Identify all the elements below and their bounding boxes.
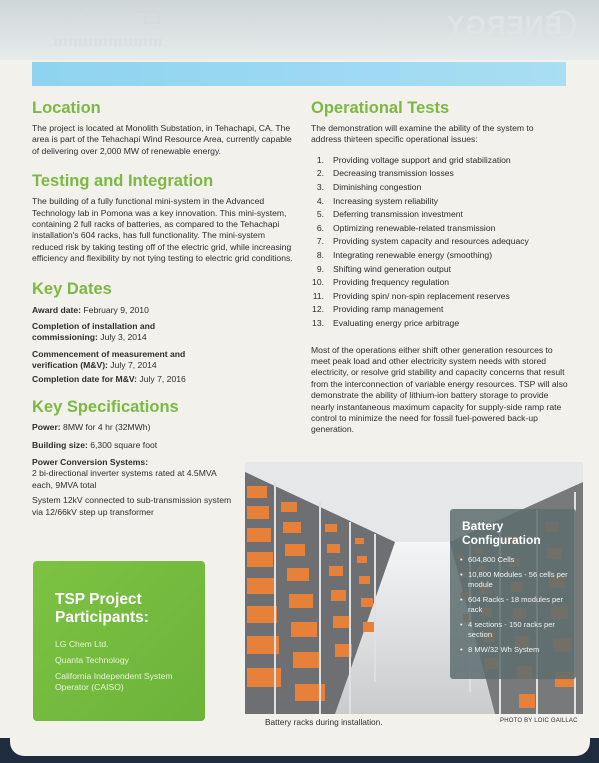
tsp-participants-box — [33, 561, 205, 721]
edison-logo: EDISON — [67, 8, 164, 33]
list-item-text: Integrating renewable energy (smoothing) — [333, 249, 493, 260]
operational-intro: The demonstration will examine the ability of the system to address thirteen specific operational issues: — [311, 123, 534, 145]
list-item-text: Decreasing transmission losses — [333, 168, 454, 179]
key-date-label: Commencement of measurement and verification (M&V): — [32, 348, 186, 371]
battery-config-title-line: Battery — [462, 519, 504, 533]
spec-pcs-text: 2 bi-directional inverter systems rated at 4.5MVA each, 9MVA total — [32, 468, 217, 490]
key-date-item — [32, 321, 212, 344]
tsp-participant: Quanta Technology — [55, 655, 129, 665]
energy-logo: ENERGY — [446, 10, 562, 40]
key-date-value: July 3, 2014 — [97, 332, 147, 343]
battery-config-title-line: Configuration — [462, 533, 541, 547]
photo-caption: Battery racks during installation. — [265, 717, 383, 727]
list-item: • 604 Racks - 18 modules per rack — [460, 595, 572, 615]
spec-size — [32, 440, 294, 451]
location-heading: Location — [32, 99, 101, 117]
tsp-title-line: TSP Project — [55, 591, 142, 608]
list-item — [311, 263, 573, 277]
key-dates-heading: Key Dates — [32, 279, 112, 298]
bottom-border — [0, 738, 599, 763]
left-column — [32, 98, 294, 518]
list-item-text: Shifting wind generation output — [333, 263, 452, 274]
list-item-text: Diminishing congestion — [333, 182, 422, 192]
battery-configuration-box — [450, 509, 576, 679]
list-item: • 10,800 Modules - 56 cells per module — [460, 570, 572, 590]
key-date-item — [32, 305, 232, 316]
list-item-number: 6. — [316, 222, 324, 233]
list-item-text: Providing ramp management — [333, 304, 444, 315]
list-item — [311, 181, 573, 195]
list-item-text: Evaluating energy price arbitrage — [333, 317, 460, 328]
testing-heading: Testing and Integration — [32, 172, 214, 191]
list-item-number: 3. — [316, 182, 324, 192]
photo-credit: PHOTO BY LOIC GAILLAC — [500, 718, 578, 724]
edison-logo-subtext — [54, 38, 164, 46]
list-item: • 4 sections - 150 racks per section — [460, 620, 572, 640]
tsp-participant-list — [55, 639, 205, 698]
right-column — [311, 98, 573, 436]
list-item-number: 11. — [312, 290, 324, 301]
key-date-label: Completion of installation and commissioning: — [32, 321, 156, 343]
key-date-item — [32, 374, 232, 385]
tsp-title — [55, 591, 149, 627]
list-item-number: 9. — [316, 263, 324, 274]
spec-power — [32, 422, 294, 433]
list-item-text: Providing system capacity and resources adequacy — [333, 236, 529, 247]
list-item — [311, 235, 573, 249]
list-item-number: 10. — [312, 277, 324, 288]
tsp-participant: LG Chem Ltd. — [55, 639, 109, 649]
tsp-participant: California Independent System Operator (CAISO) — [55, 671, 173, 692]
list-item-number: 7. — [316, 236, 324, 247]
list-item-number: 4. — [316, 195, 324, 206]
spec-pcs — [32, 457, 222, 491]
key-date-value: July 7, 2014 — [107, 360, 157, 371]
spec-size-label: Building size: — [32, 439, 88, 450]
key-date-item — [32, 349, 212, 372]
list-item — [311, 317, 573, 331]
list-item-text: Providing spin/ non-spin replacement reserves — [333, 290, 510, 301]
battery-config-title — [462, 519, 541, 547]
list-item-text: Providing frequency regulation — [333, 277, 450, 288]
tsp-title-line: Participants: — [55, 609, 149, 626]
spec-pcs-label: Power Conversion Systems: — [32, 456, 149, 467]
key-date-value: July 7, 2016 — [137, 373, 186, 384]
blue-banner — [32, 62, 566, 86]
list-item — [311, 167, 573, 181]
list-item-text: Increasing system reliability — [333, 195, 439, 206]
list-item-number: 13. — [312, 317, 324, 328]
list-item — [311, 249, 573, 263]
key-specs-heading: Key Specifications — [32, 398, 179, 417]
spec-power-value: 8MW for 4 hr (32MWh) — [60, 422, 151, 433]
key-date-value: February 9, 2010 — [81, 304, 149, 315]
battery-config-list — [460, 555, 572, 660]
operational-summary: Most of the operations either shift other generation resources to meet peak load and other electricity system needs with stored electricity, or resolve grid stability and capacity concerns that result from the interconnection of variable energy resources. TSP will also demonstrate the ability of lithium-ion battery storage to provide nearly instantaneous maximum capacity for supply-side ramp rate control to minimize the need for fossil fuel-powered back-up generation. — [311, 344, 568, 435]
energy-logo-mark — [546, 10, 576, 40]
list-item: • 604,800 Cells — [460, 555, 572, 565]
spec-size-value: 6,300 square foot — [87, 439, 158, 450]
spec-system: System 12kV connected to sub-transmission system via 12/66kV step up transformer — [32, 495, 232, 517]
operational-issue-list — [311, 154, 573, 331]
list-item-number: 12. — [312, 304, 324, 315]
location-text: The project is located at Monolith Substation, in Tehachapi, CA. The area is part of the Tehachapi Wind Resource Area, currently capable of delivering over 2,000 MW of renewable energy. — [32, 123, 292, 156]
list-item — [311, 290, 573, 304]
key-date-label: Completion date for M&V: — [32, 373, 138, 384]
key-date-label: Award date: — [32, 304, 82, 315]
list-item-text: Optimizing renewable-related transmission — [333, 222, 496, 233]
list-item-text: Providing voltage support and grid stabilization — [333, 154, 511, 165]
list-item-number: 8. — [316, 249, 324, 260]
list-item — [311, 208, 573, 222]
list-item — [311, 195, 573, 209]
list-item-number: 1. — [316, 154, 324, 165]
list-item — [311, 276, 573, 290]
edison-logo-mark — [144, 8, 160, 24]
list-item: • 8 MW/32 Wh System — [460, 645, 572, 655]
list-item — [311, 303, 573, 317]
spec-power-label: Power: — [32, 422, 61, 433]
operational-heading: Operational Tests — [311, 99, 450, 117]
list-item-number: 5. — [316, 209, 324, 220]
header-band — [0, 0, 599, 60]
testing-text: The building of a fully functional mini-system in the Advanced Technology lab in Pomona was a key innovation. This mini-system, containing 2 full racks of batteries, as compared to the Tehachapi installation's 604 racks, has full functionality. The mini-system reduced risk by taking testing off of the electric grid, while increasing efficiency and flexibility by not tying testing to electric grid conditions. — [32, 196, 293, 264]
list-item — [311, 154, 573, 168]
list-item — [311, 222, 573, 236]
bottom-border-inner — [10, 738, 590, 756]
list-item-number: 2. — [316, 168, 324, 179]
list-item-text: Deferring transmission investment — [333, 209, 463, 220]
